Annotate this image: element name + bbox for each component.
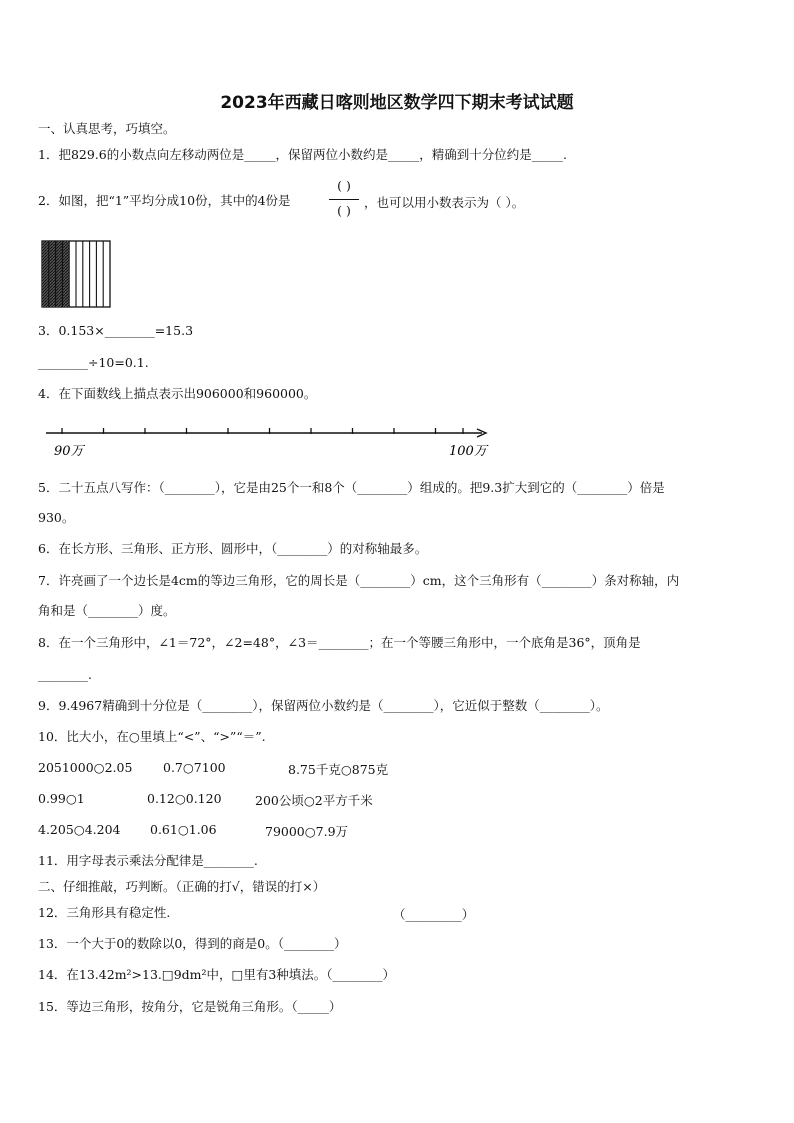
- fraction-numerator: ( ): [337, 178, 351, 193]
- section-1-heading: 一、认真思考，巧填空。: [38, 121, 176, 136]
- compare-item: 0.7○7100: [163, 760, 226, 775]
- compare-item: 8.75千克○875克: [288, 762, 389, 777]
- question-3-part-b: ________÷10=0.1.: [38, 355, 149, 370]
- question-10: 10．比大小，在○里填上“<”、“>”“＝”.: [38, 729, 266, 744]
- compare-item: 4.205○4.204: [38, 822, 121, 837]
- question-4: 4．在下面数线上描点表示出906000和960000。: [38, 386, 317, 401]
- tenths-grid-figure: [41, 240, 111, 308]
- compare-item: 200公顷○2平方千米: [255, 793, 373, 808]
- question-7-line-1: 7．许亮画了一个边长是4cm的等边三角形，它的周长是（________）cm，这个三角形有（________）条对称轴，内: [38, 573, 680, 588]
- fraction-bar: [329, 199, 359, 200]
- question-3-part-a: 3．0.153×________=15.3: [38, 323, 194, 338]
- question-8-line-2: ________.: [38, 667, 92, 682]
- question-12-answer-blank: （_________）: [393, 907, 475, 922]
- compare-item: 2051000○2.05: [38, 760, 133, 775]
- compare-item: 0.12○0.120: [147, 791, 222, 806]
- question-2-fraction: [327, 178, 361, 222]
- numline-left-label: 90万: [54, 444, 84, 459]
- question-1: 1．把829.6的小数点向左移动两位是_____，保留两位小数约是_____，精确到十分位约是_____.: [38, 147, 567, 162]
- number-line: [44, 424, 494, 460]
- question-12: 12．三角形具有稳定性.: [38, 905, 171, 920]
- question-7-line-2: 角和是（________）度。: [38, 603, 176, 618]
- compare-item: 79000○7.9万: [265, 824, 349, 839]
- page-title: 2023年西藏日喀则地区数学四下期末考试试题: [220, 93, 574, 113]
- compare-item: 0.99○1: [38, 791, 85, 806]
- question-5-line-1: 5．二十五点八写作：（________），它是由25个一和8个（________）组成的。把9.3扩大到它的（________）倍是: [38, 480, 665, 495]
- section-2-heading: 二、仔细推敲，巧判断。（正确的打√，错误的打×）: [38, 879, 326, 894]
- question-5-line-2: 930。: [38, 510, 75, 525]
- question-9: 9．9.4967精确到十分位是（________），保留两位小数约是（________），它近似于整数（________）。: [38, 698, 609, 713]
- question-6: 6．在长方形、三角形、正方形、圆形中，（________）的对称轴最多。: [38, 541, 428, 556]
- question-2-tail: ，也可以用小数表示为（ ）。: [364, 195, 525, 210]
- question-2: 2．如图，把“1”平均分成10份，其中的4份是: [38, 193, 291, 208]
- question-14: 14．在13.42m²>13.□9dm²中，□里有3种填法。（________）: [38, 967, 396, 982]
- question-8-line-1: 8．在一个三角形中，∠1＝72°，∠2=48°，∠3＝________；在一个等腰三角形中，一个底角是36°，顶角是: [38, 635, 641, 650]
- numline-right-label: 100万: [449, 444, 487, 459]
- question-11: 11．用字母表示乘法分配律是________.: [38, 853, 258, 868]
- compare-item: 0.61○1.06: [150, 822, 217, 837]
- question-13: 13．一个大于0的数除以0，得到的商是0。（________）: [38, 936, 347, 951]
- fraction-denominator: ( ): [337, 203, 351, 218]
- question-15: 15．等边三角形，按角分，它是锐角三角形。（_____）: [38, 999, 342, 1014]
